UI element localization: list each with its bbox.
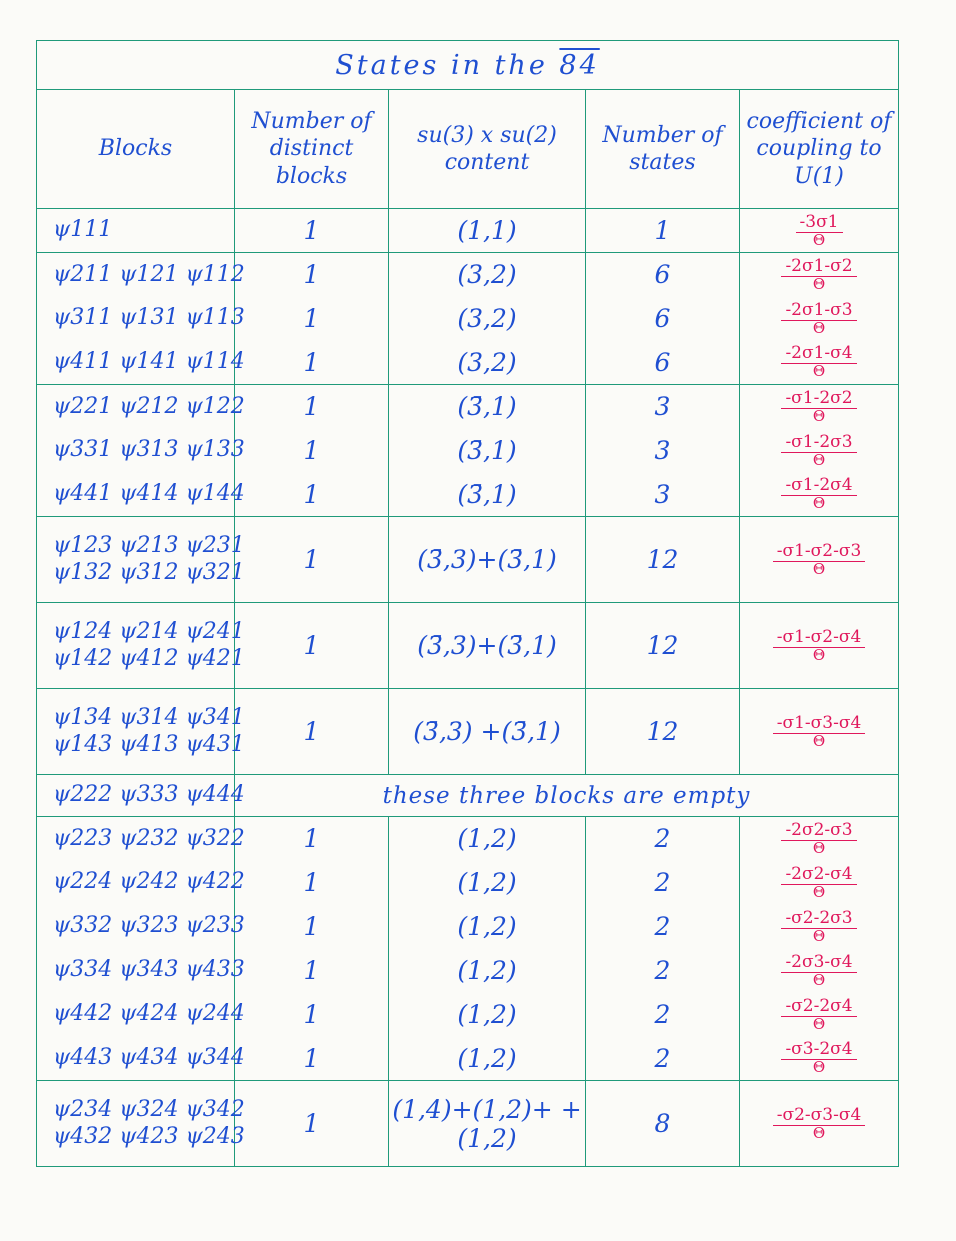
table-row (37, 209, 899, 253)
coupling-coefficient-cell (740, 429, 899, 473)
states-count-cell: 2 (586, 1037, 740, 1081)
distinct-count-cell: 1 (235, 341, 389, 385)
coupling-coefficient-cell (740, 949, 899, 993)
content-cell: (3,2) (389, 253, 586, 297)
states-count-cell: 3 (586, 429, 740, 473)
title-prefix: States in the (335, 49, 548, 81)
states-count-cell: 1 (586, 209, 740, 253)
header-row (37, 90, 899, 209)
block-line: ψ211 ψ121 ψ112 (53, 261, 245, 287)
coefficient-denominator: Θ (812, 970, 826, 989)
blocks-cell (37, 385, 245, 429)
blocks-cell (37, 689, 245, 775)
block-line: ψ443 ψ434 ψ344 (53, 1045, 245, 1071)
distinct-count-cell: 1 (235, 385, 389, 429)
states-count-cell: 12 (586, 517, 740, 603)
distinct-count-cell: 1 (235, 473, 389, 517)
states-count-cell: 3 (586, 385, 740, 429)
coefficient-numerator: -σ2-2σ4 (781, 998, 856, 1017)
header-content: su(3) x su(2) content (389, 90, 586, 209)
coupling-coefficient-cell (740, 385, 899, 429)
header-states: Number of states (586, 90, 740, 209)
blocks-cell (37, 1037, 245, 1081)
distinct-count-cell: 1 (235, 603, 389, 689)
block-line: ψ224 ψ242 ψ422 (53, 869, 245, 895)
table-row (37, 385, 899, 429)
blocks-cell (37, 603, 245, 689)
coupling-coefficient-cell (740, 689, 899, 775)
coupling-coefficient-cell (740, 209, 899, 253)
block-line: ψ432 ψ423 ψ243 (53, 1123, 245, 1149)
table-row (37, 253, 899, 297)
states-table (36, 40, 899, 1167)
block-line: ψ123 ψ213 ψ231 (53, 533, 245, 559)
states-count-cell: 2 (586, 993, 740, 1037)
states-count-cell: 2 (586, 949, 740, 993)
distinct-count-cell: 1 (235, 949, 389, 993)
coefficient-denominator: Θ (812, 559, 826, 578)
block-line: ψ134 ψ314 ψ341 (53, 705, 245, 731)
table-row (37, 429, 899, 473)
states-count-cell: 6 (586, 341, 740, 385)
coefficient-denominator: Θ (812, 1014, 826, 1033)
blocks-cell (37, 993, 245, 1037)
content-cell: (3,2) (389, 341, 586, 385)
content-cell: (1,2) (389, 861, 586, 905)
header-blocks: Blocks (37, 90, 235, 209)
coupling-coefficient-cell (740, 341, 899, 385)
coefficient-denominator: Θ (812, 318, 826, 337)
coefficient-numerator: -σ1-σ3-σ4 (773, 715, 866, 734)
block-line: ψ143 ψ413 ψ431 (53, 731, 245, 757)
coefficient-numerator: -σ1-2σ4 (781, 477, 856, 496)
coefficient-denominator: Θ (812, 494, 826, 513)
block-line: ψ234 ψ324 ψ342 (53, 1097, 245, 1123)
distinct-count-cell: 1 (235, 817, 389, 861)
coefficient-numerator: -σ1-2σ2 (781, 390, 856, 409)
blocks-cell (37, 209, 235, 253)
table-row (37, 297, 899, 341)
coefficient-denominator: Θ (812, 362, 826, 381)
distinct-count-cell: 1 (235, 1037, 389, 1081)
content-cell: (3,2) (389, 297, 586, 341)
table-row (37, 473, 899, 517)
block-line: ψ442 ψ424 ψ244 (53, 1001, 245, 1027)
distinct-count-cell: 1 (235, 253, 389, 297)
coefficient-denominator: Θ (812, 731, 826, 750)
coefficient-numerator: -2σ3-σ4 (781, 954, 856, 973)
blocks-cell (37, 429, 245, 473)
coefficient-numerator: -2σ1-σ3 (781, 302, 856, 321)
table-row (37, 861, 899, 905)
coupling-coefficient-cell (740, 473, 899, 517)
content-cell: (1,2) (389, 905, 586, 949)
block-line: ψ334 ψ343 ψ433 (53, 957, 245, 983)
distinct-count-cell: 1 (235, 689, 389, 775)
block-line: ψ411 ψ141 ψ114 (53, 349, 245, 375)
content-cell: (3̄,1) (389, 429, 586, 473)
distinct-count-cell: 1 (235, 1081, 389, 1167)
content-cell: (3̄,3)+(3̄,1) (389, 603, 586, 689)
coupling-coefficient-cell (740, 861, 899, 905)
states-count-cell: 12 (586, 603, 740, 689)
content-cell: (3̄,3)+(3̄,1) (389, 517, 586, 603)
blocks-cell (37, 253, 245, 297)
coefficient-numerator: -σ3-2σ4 (781, 1041, 856, 1060)
coefficient-denominator: Θ (812, 926, 826, 945)
content-cell: (3̄,3) +(3̄,1) (389, 689, 586, 775)
table-row (37, 1037, 899, 1081)
table-row (37, 689, 899, 775)
coefficient-numerator: -σ2-σ3-σ4 (773, 1107, 866, 1126)
block-line: ψ311 ψ131 ψ113 (53, 305, 245, 331)
coefficient-denominator: Θ (812, 1058, 826, 1077)
block-line: ψ142 ψ412 ψ421 (53, 645, 245, 671)
distinct-count-cell: 1 (235, 429, 389, 473)
blocks-cell (37, 817, 245, 861)
states-count-cell: 2 (586, 905, 740, 949)
block-line: ψ124 ψ214 ψ241 (53, 619, 245, 645)
coupling-coefficient-cell (740, 905, 899, 949)
distinct-count-cell: 1 (235, 297, 389, 341)
content-cell: (3̄,1) (389, 385, 586, 429)
header-coupling: coefficient of coupling to U(1) (740, 90, 899, 209)
block-line: ψ441 ψ414 ψ144 (53, 481, 245, 507)
coefficient-denominator: Θ (812, 645, 826, 664)
coupling-coefficient-cell (740, 1081, 899, 1167)
coupling-coefficient-cell (740, 517, 899, 603)
table-row (37, 817, 899, 861)
content-cell: (1,2) (389, 993, 586, 1037)
distinct-count-cell: 1 (235, 209, 389, 253)
content-cell: (1,1) (389, 209, 586, 253)
coupling-coefficient-cell (740, 993, 899, 1037)
coefficient-numerator: -2σ2-σ4 (781, 866, 856, 885)
coefficient-numerator: -2σ1-σ2 (781, 258, 856, 277)
empty-blocks-row (37, 775, 899, 817)
table-row (37, 341, 899, 385)
block-line: ψ132 ψ312 ψ321 (53, 559, 245, 585)
distinct-count-cell: 1 (235, 993, 389, 1037)
blocks-cell (37, 517, 245, 603)
coefficient-numerator: -σ1-σ2-σ3 (773, 543, 866, 562)
coefficient-numerator: -2σ2-σ3 (781, 822, 856, 841)
states-count-cell: 12 (586, 689, 740, 775)
empty-row-blocks (37, 775, 245, 817)
states-count-cell: 6 (586, 297, 740, 341)
blocks-cell (37, 949, 245, 993)
states-count-cell: 3 (586, 473, 740, 517)
coefficient-numerator: -σ1-σ2-σ4 (773, 629, 866, 648)
table-row (37, 949, 899, 993)
table-row (37, 905, 899, 949)
table-row (37, 603, 899, 689)
content-cell: (3̄,1) (389, 473, 586, 517)
table-body-upper (37, 209, 899, 775)
coefficient-denominator: Θ (812, 230, 826, 249)
coefficient-numerator: -σ1-2σ3 (781, 434, 856, 453)
block-line: ψ222 ψ333 ψ444 (53, 782, 245, 808)
blocks-cell (37, 861, 245, 905)
block-line: ψ332 ψ323 ψ233 (53, 913, 245, 939)
table-row (37, 517, 899, 603)
coefficient-numerator: -σ2-2σ3 (781, 910, 856, 929)
block-line: ψ221 ψ212 ψ122 (53, 393, 245, 419)
empty-row-note: these three blocks are empty (235, 775, 899, 817)
content-cell: (1,2) (389, 1037, 586, 1081)
blocks-cell (37, 1081, 245, 1167)
distinct-count-cell: 1 (235, 905, 389, 949)
states-count-cell: 6 (586, 253, 740, 297)
distinct-count-cell: 1 (235, 861, 389, 905)
content-cell: (1,4)+(1,2)+ +(1,2) (389, 1081, 586, 1167)
states-table-sheet (36, 40, 898, 1167)
coefficient-numerator: -2σ1-σ4 (781, 345, 856, 364)
block-line: ψ223 ψ232 ψ322 (53, 825, 245, 851)
coefficient-denominator: Θ (812, 274, 826, 293)
header-distinct: Number of distinct blocks (235, 90, 389, 209)
coupling-coefficient-cell (740, 817, 899, 861)
blocks-cell (37, 905, 245, 949)
title-rep: 84 (559, 49, 600, 81)
table-body-lower (37, 817, 899, 1167)
content-cell: (1,2) (389, 949, 586, 993)
blocks-cell (37, 341, 245, 385)
states-count-cell: 2 (586, 861, 740, 905)
states-count-cell: 8 (586, 1081, 740, 1167)
coefficient-denominator: Θ (812, 1123, 826, 1142)
coefficient-denominator: Θ (812, 882, 826, 901)
coupling-coefficient-cell (740, 297, 899, 341)
content-cell: (1,2) (389, 817, 586, 861)
table-row (37, 1081, 899, 1167)
block-line: ψ331 ψ313 ψ133 (53, 437, 245, 463)
coefficient-denominator: Θ (812, 406, 826, 425)
table-title (37, 41, 899, 90)
coefficient-denominator: Θ (812, 838, 826, 857)
coupling-coefficient-cell (740, 603, 899, 689)
coefficient-numerator: -3σ1 (796, 214, 843, 233)
coupling-coefficient-cell (740, 1037, 899, 1081)
distinct-count-cell: 1 (235, 517, 389, 603)
coefficient-denominator: Θ (812, 450, 826, 469)
blocks-cell (37, 473, 245, 517)
block-line: ψ111 (53, 217, 113, 243)
states-count-cell: 2 (586, 817, 740, 861)
blocks-cell (37, 297, 245, 341)
coupling-coefficient-cell (740, 253, 899, 297)
table-row (37, 993, 899, 1037)
